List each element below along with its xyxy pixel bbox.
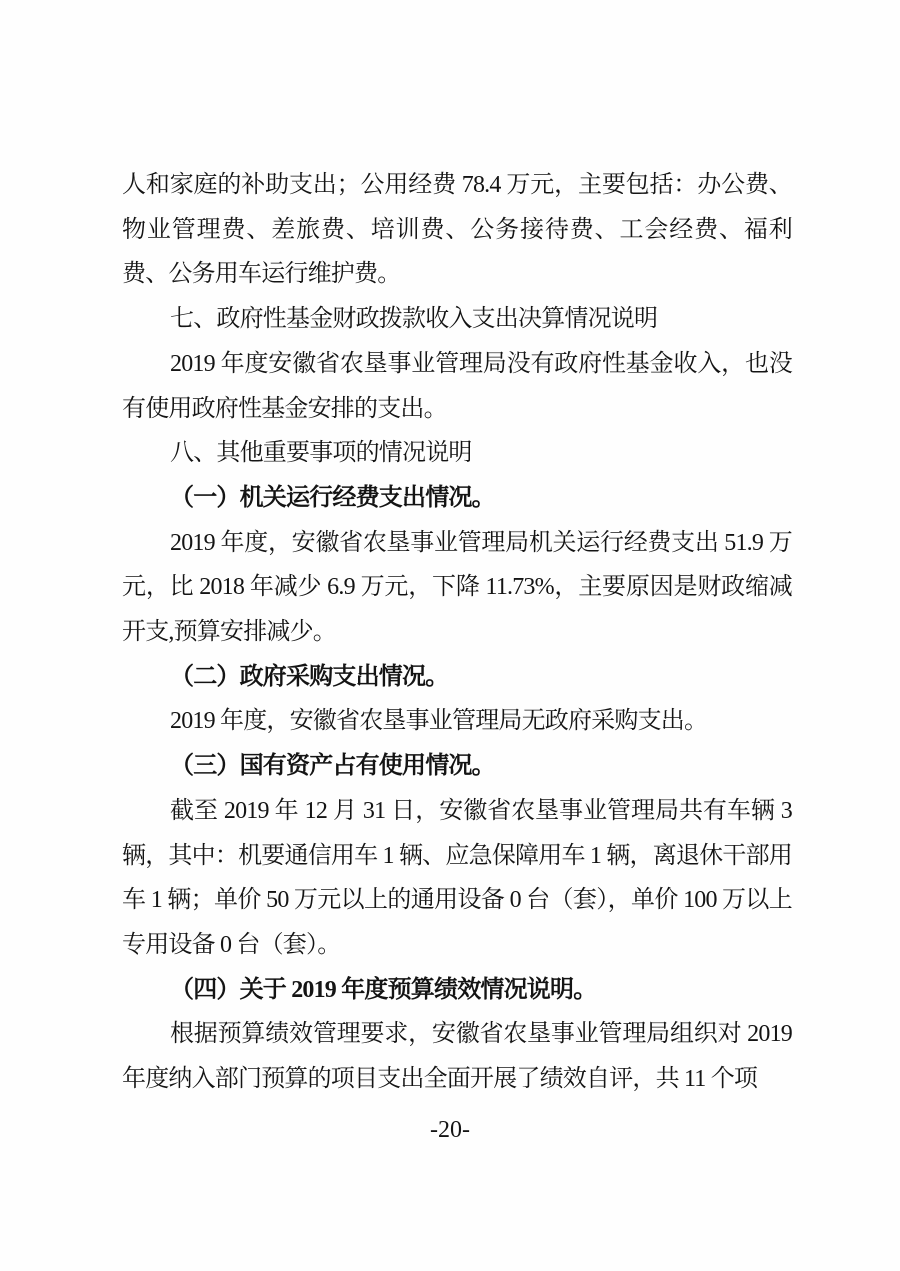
paragraph: 八、其他重要事项的情况说明	[170, 440, 472, 467]
page-number: -20-	[430, 1117, 470, 1143]
paragraph: 七、政府性基金财政拨款收入支出决算情况说明	[170, 306, 658, 333]
paragraph: 人和家庭的补助支出；公用经费 78.4 万元，主要包括：办公费、物业管理费、差旅费、培训费、公务接待费、工会经费、福利费、公务用车运行维护费。	[122, 172, 792, 288]
section-heading: （三）国有资产占有使用情况。	[170, 753, 495, 780]
section-heading: （四）关于 2019 年度预算绩效情况说明。	[170, 976, 597, 1003]
paragraph: 2019 年度，安徽省农垦事业管理局无政府采购支出。	[170, 708, 708, 735]
paragraph: 2019 年度，安徽省农垦事业管理局机关运行经费支出 51.9 万元，比 2018 年减少 6.9 万元，下降 11.73%，主要原因是财政缩减开支,预算安排减少。	[122, 529, 792, 646]
paragraph: 2019 年度安徽省农垦事业管理局没有政府性基金收入，也没有使用政府性基金安排的支出。	[122, 350, 792, 422]
paragraph: 截至 2019 年 12 月 31 日，安徽省农垦事业管理局共有车辆 3 辆，其中：机要通信用车 1 辆、应急保障用车 1 辆，离退休干部用车 1 辆；单价 50 万元以上的通用设备 0 台（套），单价 100 万以上专用设备 0 台（套）。	[122, 797, 792, 958]
document-body	[122, 163, 792, 1102]
section-heading: （一）机关运行经费支出情况。	[170, 484, 495, 511]
section-heading: （二）政府采购支出情况。	[170, 663, 449, 690]
paragraph: 根据预算绩效管理要求，安徽省农垦事业管理局组织对 2019 年度纳入部门预算的项目支出全面开展了绩效自评，共 11 个项	[122, 1021, 792, 1093]
